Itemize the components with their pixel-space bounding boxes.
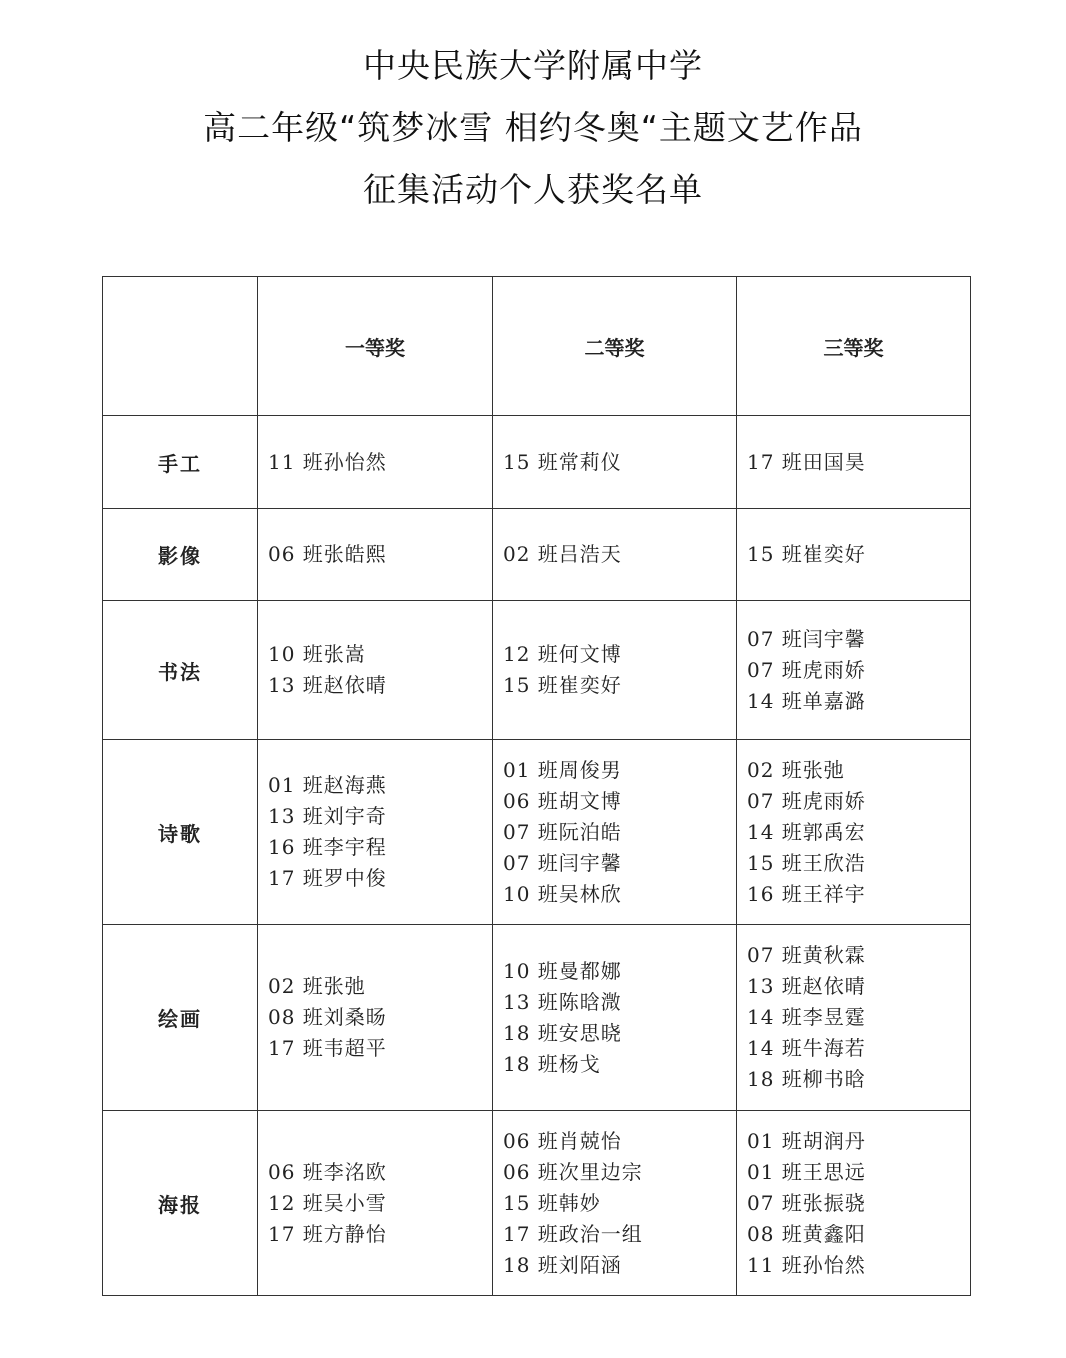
winner-entry: 17 班韦超平 [268,1036,387,1060]
award-cell-third [737,416,971,509]
winner-entry: 17 班田国昊 [747,449,866,474]
award-cell-second [493,740,737,925]
category-label: 诗歌 [103,740,258,925]
table-row [103,509,971,601]
corner-cell [103,277,258,416]
winner-entry: 16 班王祥宇 [747,881,866,906]
awards-table [102,276,971,1296]
winner-entry: 06 班李洺欧 [268,1159,387,1184]
winner-entry: 13 班赵依晴 [268,673,387,697]
table-row [103,740,971,925]
winner-entry: 02 班张弛 [268,974,366,998]
header-row [103,277,971,416]
winner-entry: 15 班崔奕好 [747,542,866,566]
winner-entry: 02 班吕浩天 [503,542,622,566]
header-third-prize: 三等奖 [737,277,971,416]
winner-entry: 10 班吴林欣 [503,881,622,906]
winner-entry: 06 班张皓熙 [268,542,387,566]
award-cell-first [258,601,493,740]
winner-entry: 17 班政治一组 [503,1221,643,1246]
winner-entry: 13 班陈晗溦 [503,989,622,1014]
winner-entry: 17 班方静怡 [268,1221,387,1246]
award-cell-second [493,1111,737,1296]
header-first-prize: 一等奖 [258,277,493,416]
award-cell-first [258,509,493,601]
award-cell-first [258,740,493,925]
winner-entry: 01 班周俊男 [503,757,622,782]
header-second-prize: 二等奖 [493,277,737,416]
category-label: 手工 [103,416,258,509]
winner-entry: 13 班赵依晴 [747,974,866,998]
winner-entry: 18 班刘陌涵 [503,1252,622,1277]
winner-entry: 07 班虎雨娇 [747,788,866,813]
award-cell-second [493,509,737,601]
winner-entry: 07 班虎雨娇 [747,657,866,682]
winner-entry: 06 班次里边宗 [503,1159,643,1184]
winner-entry: 02 班张弛 [747,757,845,782]
award-cell-third [737,740,971,925]
winner-entry: 15 班常莉仪 [503,449,622,474]
award-cell-second [493,601,737,740]
winner-entry: 14 班牛海若 [747,1036,866,1060]
winner-entry: 08 班刘桑旸 [268,1005,387,1029]
winner-entry: 12 班吴小雪 [268,1190,387,1215]
table-row [103,601,971,740]
winner-entry: 14 班单嘉潞 [747,688,866,713]
winner-entry: 07 班张振骁 [747,1190,866,1215]
winner-entry: 15 班王欣浩 [747,850,866,875]
winner-entry: 15 班韩妙 [503,1190,601,1215]
winner-entry: 11 班孙怡然 [747,1252,866,1277]
award-cell-first [258,1111,493,1296]
category-label: 书法 [103,601,258,740]
winner-entry: 01 班胡润丹 [747,1128,866,1153]
winner-entry: 12 班何文博 [503,642,622,666]
winner-entry: 14 班李昱霆 [747,1005,866,1029]
table-row [103,925,971,1111]
award-cell-second [493,925,737,1111]
award-cell-second [493,416,737,509]
winner-entry: 11 班孙怡然 [268,449,387,474]
award-cell-third [737,601,971,740]
winner-entry: 13 班刘宇奇 [268,804,387,828]
award-cell-third [737,925,971,1111]
winner-entry: 01 班王思远 [747,1159,866,1184]
winner-entry: 07 班闫宇馨 [747,626,866,651]
winner-entry: 01 班赵海燕 [268,773,387,797]
winner-entry: 07 班阮泊皓 [503,819,622,844]
winner-entry: 18 班杨戈 [503,1051,601,1076]
winner-entry: 17 班罗中俊 [268,866,387,890]
winner-entry: 18 班柳书晗 [747,1067,866,1091]
table-row [103,416,971,509]
winner-entry: 10 班曼都娜 [503,958,622,983]
winner-entry: 08 班黄鑫阳 [747,1221,866,1246]
award-cell-first [258,925,493,1111]
winner-entry: 14 班郭禹宏 [747,819,866,844]
category-label: 影像 [103,509,258,601]
winner-entry: 06 班肖兢怡 [503,1128,622,1153]
category-label: 绘画 [103,925,258,1111]
title-list: 征集活动个人获奖名单 [363,170,703,209]
winner-entry: 10 班张嵩 [268,642,366,666]
title-school: 中央民族大学附属中学 [363,46,703,85]
award-cell-third [737,1111,971,1296]
winner-entry: 15 班崔奕好 [503,673,622,697]
award-cell-first [258,416,493,509]
winner-entry: 07 班黄秋霖 [747,943,866,967]
winner-entry: 06 班胡文博 [503,788,622,813]
winner-entry: 07 班闫宇馨 [503,850,622,875]
title-event: 高二年级“筑梦冰雪 相约冬奥“主题文艺作品 [203,108,863,147]
table-row [103,1111,971,1296]
winner-entry: 16 班李宇程 [268,835,387,859]
winner-entry: 18 班安思晓 [503,1020,622,1045]
award-cell-third [737,509,971,601]
category-label: 海报 [103,1111,258,1296]
